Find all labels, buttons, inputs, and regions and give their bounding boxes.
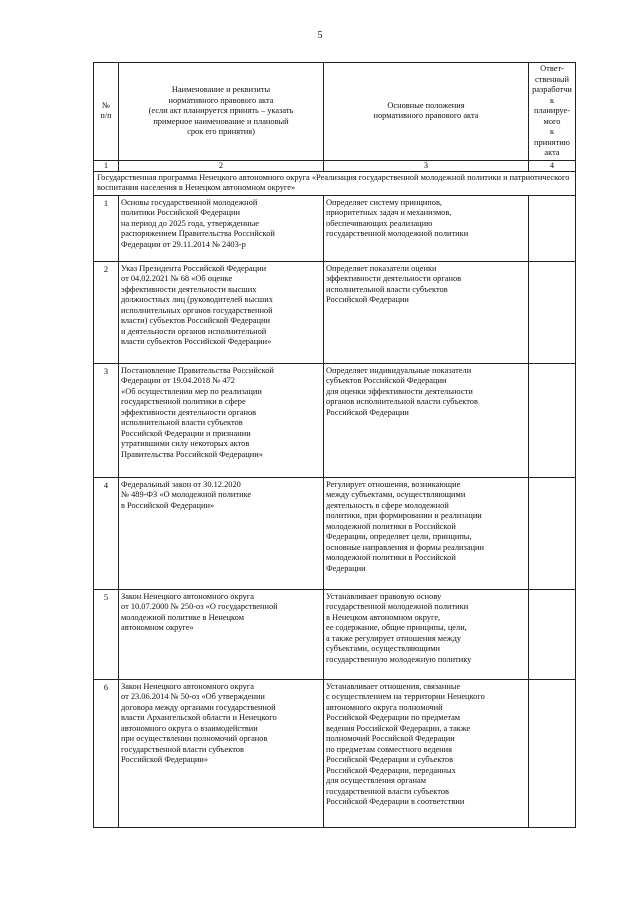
row-act-name: Закон Ненецкого автономного округа от 23.06.2014 № 50-оз «Об утверждении договора между органами государственной власти Архангельской области и Ненецкого автономного округа о взаимодействии при осуществлении полномочий органов государственной власти субъектов Российской Федерации» <box>119 679 324 827</box>
row-developer <box>529 363 576 477</box>
row-act-name: Указ Президента Российской Федерации от 04.02.2021 № 68 «Об оценке эффективности деятельности высших должностных лиц (руководителей высших исполнительных органов государственной власти) субъектов Российской Федерации и деятельности органов исполнительной власти субъектов Российской Федерации» <box>119 261 324 363</box>
table-row <box>94 589 576 679</box>
row-act-name: Постановление Правительства Российской Федерации от 19.04.2018 № 472 «Об осуществлении мер по реализации государственной политики в сфере эффективности деятельности органов исполнительной власти субъектов Российской Федерации и признании утратившими силу некоторых актов Правительства Российской Федерации» <box>119 363 324 477</box>
row-provisions: Определяет систему принципов, приоритетных задач и механизмов, обеспечивающих реализацию государственной молодежной политики <box>324 195 529 261</box>
row-developer <box>529 477 576 589</box>
table-row <box>94 363 576 477</box>
header-developer: Ответ- ственный разработчик планируе- мого к принятию акта <box>529 63 576 161</box>
row-act-name: Основы государственной молодежной политики Российской Федерации на период до 2025 года, утвержденные распоряжением Правительства Российской Федерации от 29.11.2014 № 2403-р <box>119 195 324 261</box>
header-provisions: Основные положения нормативного правового акта <box>324 63 529 161</box>
column-number: 1 <box>94 160 119 171</box>
column-number: 4 <box>529 160 576 171</box>
header-row <box>94 63 576 161</box>
row-num: 3 <box>94 363 119 477</box>
row-act-name: Закон Ненецкого автономного округа от 10.07.2000 № 250-оз «О государственной молодежной политике в Ненецком автономном округе» <box>119 589 324 679</box>
row-provisions: Регулирует отношения, возникающие между субъектами, осуществляющими деятельность в сфере молодежной политики, при формировании и реализации молодежной политики в Российской Федерации, определяет цели, принципы, основные направления и формы реализации молодежной политики в Российской Федерации <box>324 477 529 589</box>
program-title-row <box>94 171 576 195</box>
header-name: Наименование и реквизиты нормативного правового акта (если акт планируется принять – указать примерное наименование и плановый срок его принятия) <box>119 63 324 161</box>
column-number: 2 <box>119 160 324 171</box>
row-provisions: Устанавливает правовую основу государственной молодежной политики в Ненецком автономном округе, ее содержание, общие принципы, цели, а также регулирует отношения между субъектами, осуществляющими государственную молодежную политику <box>324 589 529 679</box>
program-title: Государственная программа Ненецкого автономного округа «Реализация государственной молодежной политики и патриотического воспитания населения в Ненецком автономном округе» <box>94 171 576 195</box>
page-number: 5 <box>317 30 323 41</box>
row-act-name: Федеральный закон от 30.12.2020 № 489-ФЗ «О молодежной политике в Российской Федерации» <box>119 477 324 589</box>
column-number-row <box>94 160 576 171</box>
row-developer <box>529 589 576 679</box>
row-provisions: Устанавливает отношения, связанные с осуществлением на территории Ненецкого автономного округа полномочий Российской Федерации по предметам ведения Российской Федерации, а также полномочий Российской Федерации по предметам совместного ведения Российской Федерации и субъектов Российской Федерации, переданных для осуществления органам государственной власти субъектов Российской Федерации в соответствии <box>324 679 529 827</box>
row-provisions: Определяет показатели оценки эффективности деятельности органов исполнительной власти субъектов Российской Федерации <box>324 261 529 363</box>
table-row <box>94 195 576 261</box>
table-row <box>94 477 576 589</box>
row-num: 2 <box>94 261 119 363</box>
table-row <box>94 679 576 827</box>
table-row <box>94 261 576 363</box>
row-developer <box>529 195 576 261</box>
row-num: 6 <box>94 679 119 827</box>
header-num: № п/п <box>94 63 119 161</box>
row-num: 4 <box>94 477 119 589</box>
row-developer <box>529 679 576 827</box>
row-developer <box>529 261 576 363</box>
row-provisions: Определяет индивидуальные показатели субъектов Российской Федерации для оценки эффективности деятельности органов исполнительной власти субъектов Российской Федерации <box>324 363 529 477</box>
column-number: 3 <box>324 160 529 171</box>
legal-acts-table <box>93 62 576 828</box>
row-num: 5 <box>94 589 119 679</box>
row-num: 1 <box>94 195 119 261</box>
